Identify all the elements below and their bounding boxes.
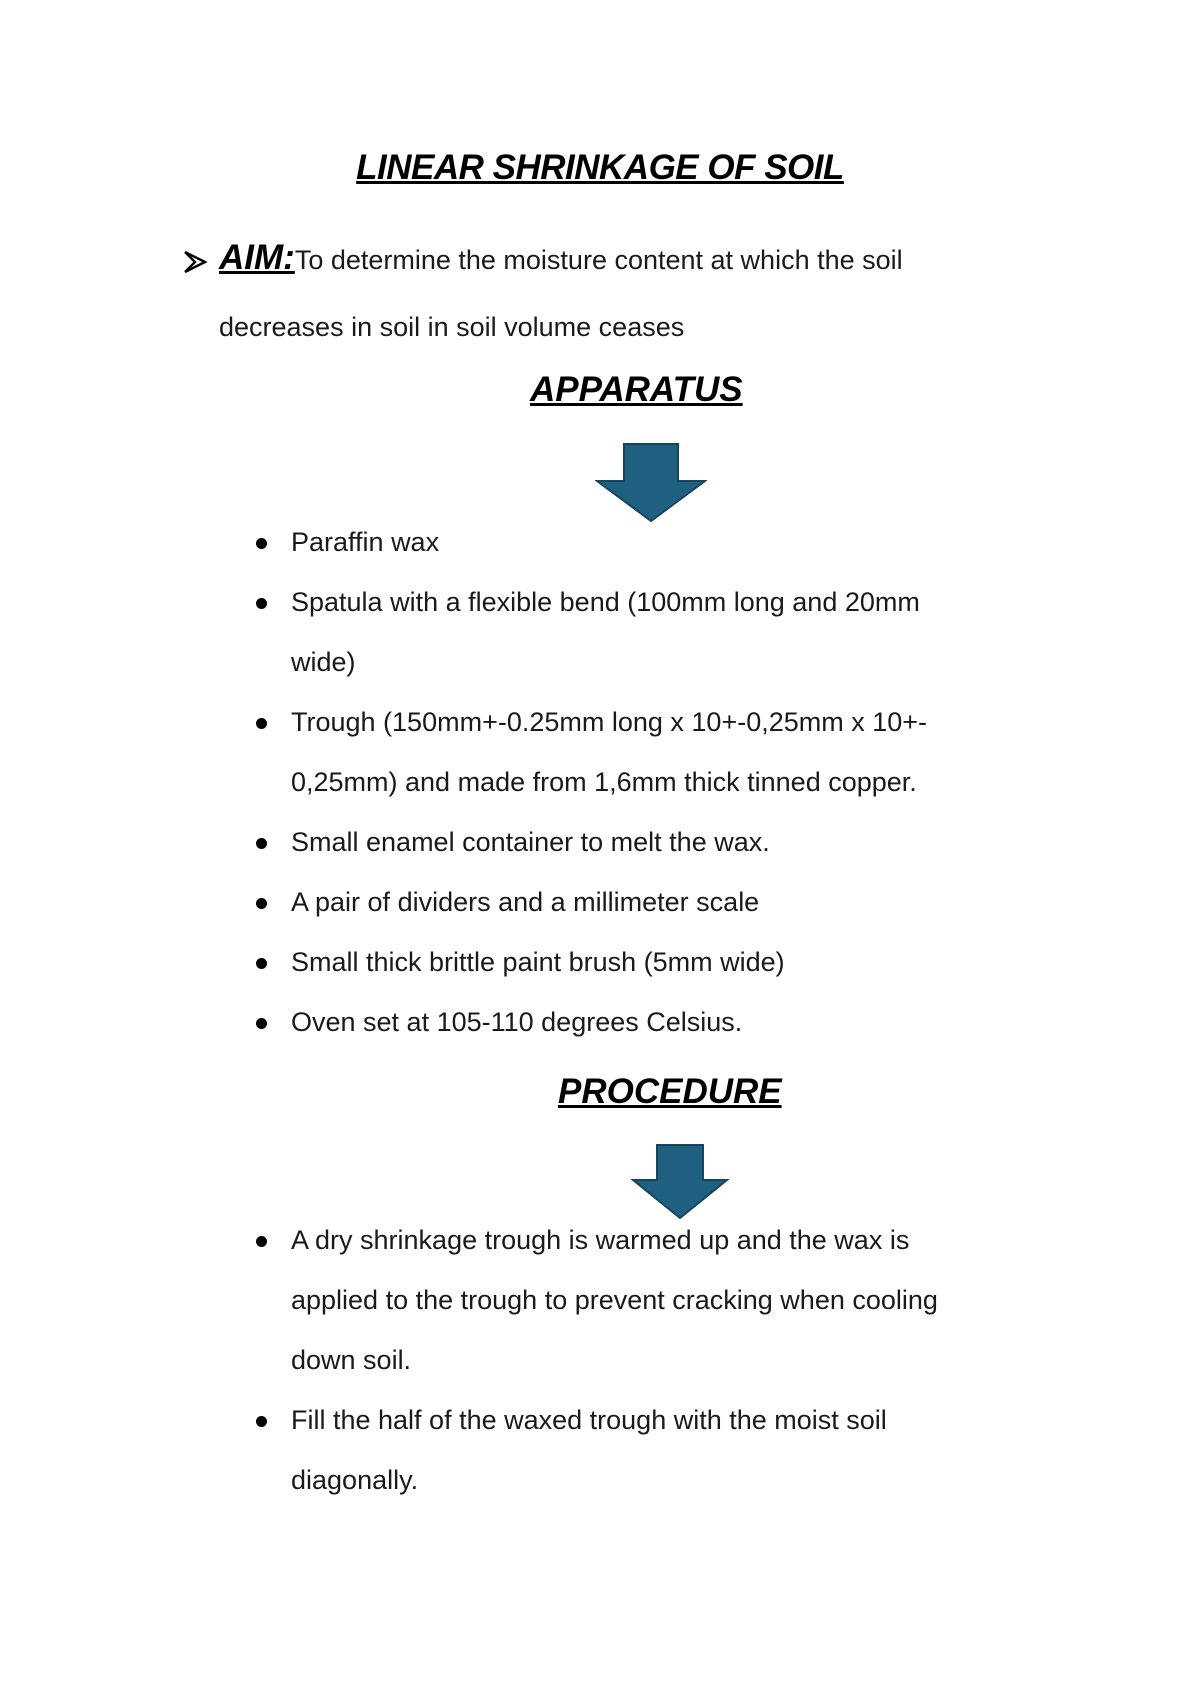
bullet-icon	[256, 718, 267, 729]
bullet-icon	[256, 838, 267, 849]
aim-text-line-1: To determine the moisture content at which the soil	[294, 245, 903, 275]
list-item-text: Paraffin wax	[291, 527, 440, 557]
procedure-list	[0, 1210, 1071, 1510]
list-item-text: Fill the half of the waxed trough with the moist soil	[291, 1405, 887, 1435]
down-arrow-icon	[631, 1144, 729, 1220]
list-item	[0, 872, 1071, 932]
bullet-icon	[256, 958, 267, 969]
list-item	[0, 992, 1071, 1052]
apparatus-heading: APPARATUS	[530, 370, 743, 409]
list-item	[0, 1390, 1071, 1510]
list-item	[0, 1210, 1071, 1390]
list-item	[0, 512, 1071, 572]
document-title: LINEAR SHRINKAGE OF SOIL	[356, 148, 844, 187]
down-arrow-icon	[595, 443, 707, 523]
procedure-heading: PROCEDURE	[558, 1072, 782, 1111]
list-item-text: Small thick brittle paint brush (5mm wide)	[291, 947, 785, 977]
list-item-text: Small enamel container to melt the wax.	[291, 827, 770, 857]
list-item	[0, 812, 1071, 872]
arrowhead-bullet-icon	[183, 250, 209, 274]
list-item-text: A dry shrinkage trough is warmed up and the wax is	[291, 1225, 910, 1255]
list-item-text: diagonally.	[291, 1465, 419, 1495]
list-item-text: wide)	[291, 647, 356, 677]
bullet-icon	[256, 538, 267, 549]
list-item-text: down soil.	[291, 1345, 412, 1375]
list-item-text: Spatula with a flexible bend (100mm long and 20mm	[291, 587, 920, 617]
list-item	[0, 932, 1071, 992]
list-item	[0, 692, 1071, 812]
list-item-text: 0,25mm) and made from 1,6mm thick tinned copper.	[291, 767, 917, 797]
bullet-icon	[256, 1018, 267, 1029]
apparatus-list	[0, 512, 1071, 1052]
aim-text-line-2: decreases in soil in soil volume ceases	[219, 312, 685, 342]
list-item-text: A pair of dividers and a millimeter scale	[291, 887, 760, 917]
aim-label: AIM:	[219, 238, 295, 277]
bullet-icon	[256, 598, 267, 609]
list-item-text: Trough (150mm+-0.25mm long x 10+-0,25mm x 10+-	[291, 707, 928, 737]
list-item-text: Oven set at 105-110 degrees Celsius.	[291, 1007, 743, 1037]
list-item	[0, 572, 1071, 692]
list-item-text: applied to the trough to prevent cracking when cooling	[291, 1285, 938, 1315]
bullet-icon	[256, 1236, 267, 1247]
aim-line-1	[219, 238, 903, 278]
bullet-icon	[256, 898, 267, 909]
bullet-icon	[256, 1416, 267, 1427]
